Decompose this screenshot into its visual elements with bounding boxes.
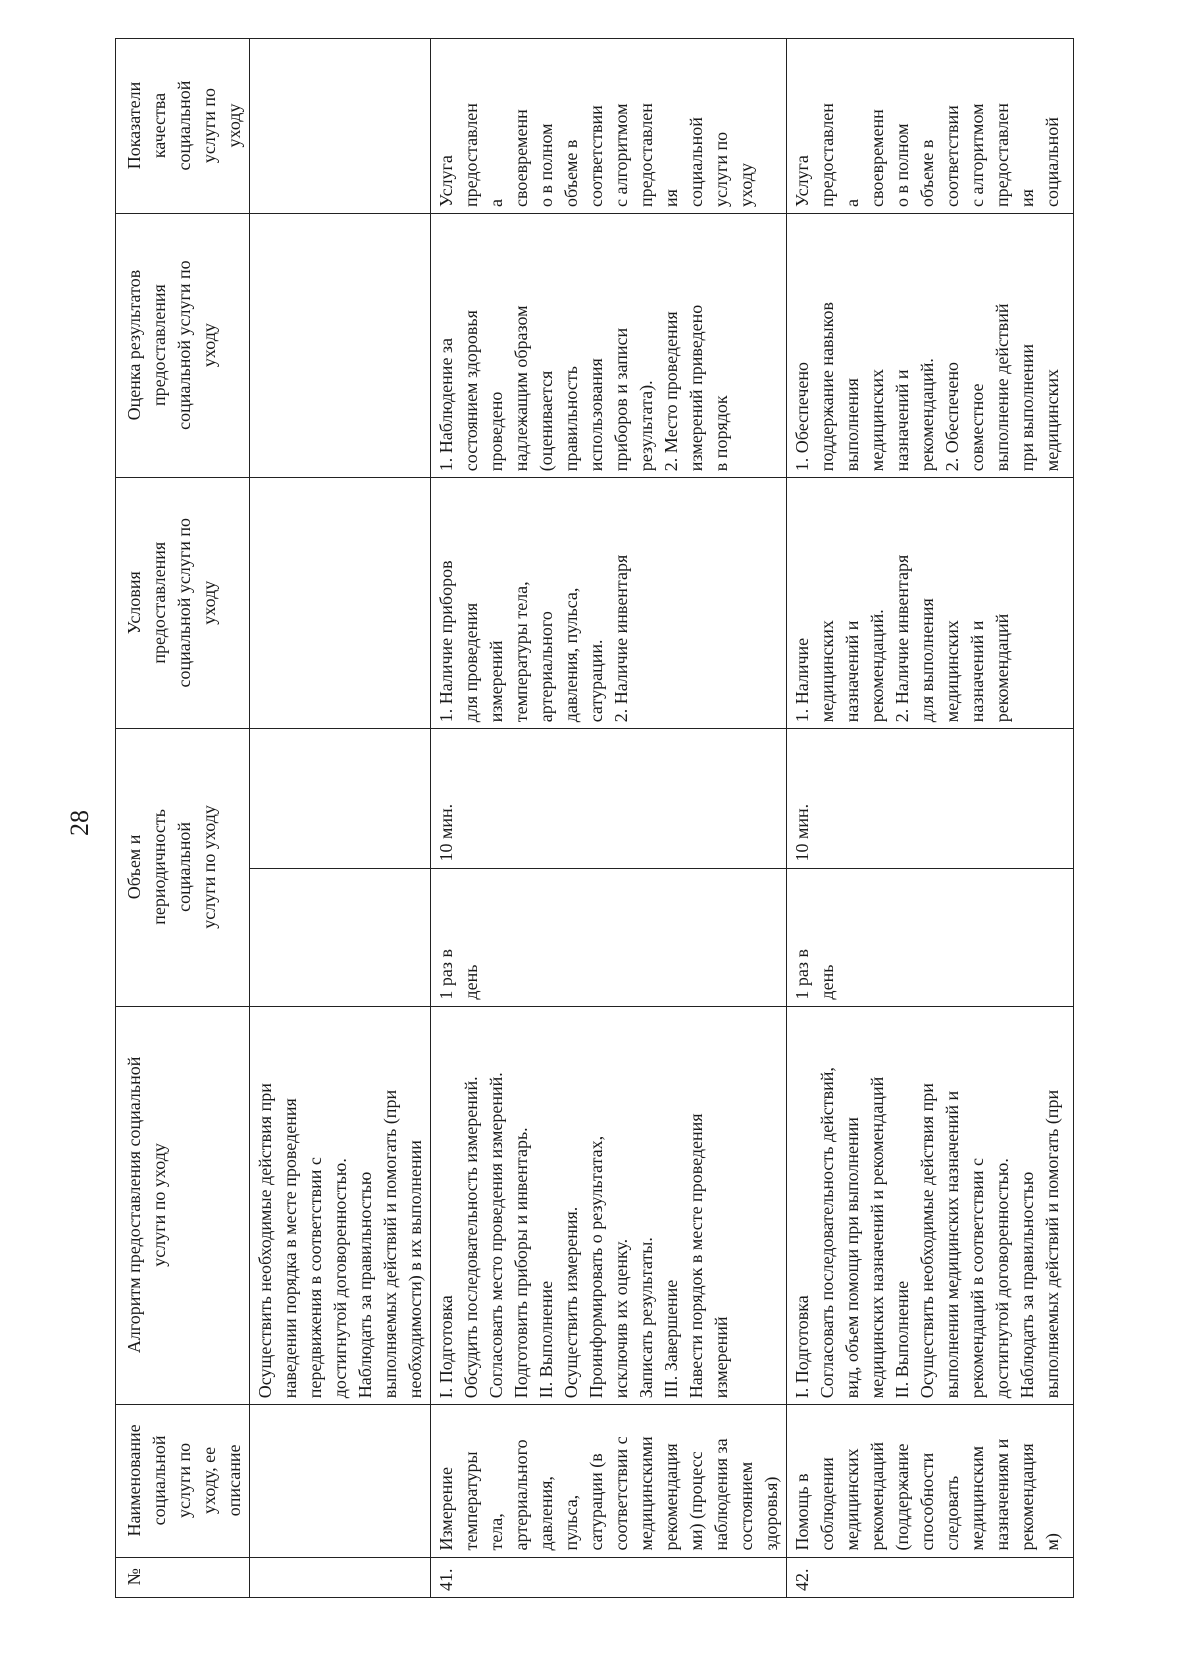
text-line: день	[461, 964, 481, 1000]
header-quality	[116, 39, 250, 214]
text-line: объеме в	[917, 139, 937, 207]
text-line: Осуществить измерения.	[561, 1206, 581, 1399]
text-line: достигнутой договоренностью.	[992, 1158, 1012, 1399]
continuation-row	[250, 39, 431, 1598]
text-line: соответствии	[942, 105, 962, 207]
text-line: 1. Обеспечено	[792, 361, 812, 472]
text-line: а	[842, 199, 862, 207]
text-line: рекомендаций в соответствии с	[967, 1158, 987, 1399]
text-line: результата).	[636, 380, 656, 472]
header-volume	[116, 729, 250, 1006]
page-number: 28	[65, 810, 94, 836]
text-line: в порядок	[711, 395, 731, 472]
text-line: с алгоритмом	[967, 103, 987, 207]
text-line: соблюдении	[817, 1457, 837, 1551]
cell-conditions	[431, 478, 787, 729]
text-line: для проведения	[461, 602, 481, 723]
text-line: а	[486, 199, 506, 207]
cell-evaluation	[250, 214, 431, 478]
text-line: с алгоритмом	[611, 103, 631, 207]
text-line: ия	[661, 189, 681, 207]
text-line: Подготовить приборы и инвентарь.	[511, 1127, 531, 1399]
text-line: качества	[149, 92, 169, 159]
text-line: назначениям и	[992, 1438, 1012, 1551]
text-line: выполняемых действий и помогать (при	[380, 1089, 400, 1399]
cell-quality	[787, 39, 1074, 214]
text-line: 1 раз в	[792, 948, 812, 1000]
text-line: своевременн	[511, 109, 531, 207]
text-line: выполнение действий	[992, 303, 1012, 472]
text-line: необходимости) в их выполнении	[405, 1140, 425, 1399]
text-line: артериального	[536, 611, 556, 723]
cell-num	[250, 1557, 431, 1597]
text-line: измерений	[486, 640, 506, 723]
text-line: соответствии с	[611, 1436, 631, 1551]
text-line: медицинских	[942, 620, 962, 723]
header-evaluation	[116, 214, 250, 478]
text-line: предоставлен	[636, 103, 656, 207]
cell-name	[787, 1405, 1074, 1557]
text-line: о в полном	[536, 123, 556, 207]
text-line: пульса,	[561, 1494, 581, 1551]
text-line: надлежащим образом	[511, 305, 531, 472]
cell-volume	[250, 729, 431, 868]
cell-volume: 10 мин.	[787, 729, 1074, 868]
text-line: Навести порядок в месте проведения	[686, 1113, 706, 1399]
text-line: Наблюдать за правильностью	[1017, 1171, 1037, 1399]
text-line: уходу	[199, 580, 219, 625]
text-line: предоставлен	[992, 103, 1012, 207]
cell-periodicity	[431, 868, 787, 1006]
cell-periodicity	[787, 868, 1074, 1006]
cell-quality	[250, 39, 431, 214]
text-line: социальной услуги по	[174, 260, 194, 430]
text-line: (поддержание	[892, 1443, 912, 1551]
text-line: давления, пульса,	[561, 587, 581, 723]
text-line: предоставления	[149, 541, 169, 664]
text-line: услуги по	[174, 1442, 194, 1518]
text-line: (оценивается	[536, 370, 556, 472]
text-line: предоставлен	[817, 103, 837, 207]
text-line: исключив их оценку.	[611, 1238, 631, 1399]
text-line: правильность	[561, 366, 581, 472]
text-line: I. Подготовка	[792, 1295, 812, 1399]
text-line: объеме в	[561, 139, 581, 207]
cell-conditions	[787, 478, 1074, 729]
cell-name	[250, 1405, 431, 1557]
header-row	[116, 39, 250, 1598]
text-line: Обсудить последовательность измерений.	[461, 1076, 481, 1399]
cell-quality	[431, 39, 787, 214]
cell-evaluation	[787, 214, 1074, 478]
text-line: выполняемых действий и помогать (при	[1042, 1089, 1062, 1399]
text-line: выполнения	[842, 378, 862, 472]
text-line: 2. Наличие инвентаря	[892, 554, 912, 723]
text-line: Услуга	[436, 155, 456, 207]
text-line: измерений приведено	[686, 304, 706, 472]
cell-algorithm	[431, 1006, 787, 1405]
text-line: состоянием	[736, 1461, 756, 1551]
text-line: температуры тела,	[511, 581, 531, 723]
text-line: 1. Наличие приборов	[436, 560, 456, 723]
text-line: 1 раз в	[436, 948, 456, 1000]
text-line: рекомендаций	[992, 613, 1012, 723]
cell-volume: 10 мин.	[431, 729, 787, 868]
text-line: социальной	[174, 80, 194, 171]
text-line: социальной	[174, 822, 194, 912]
text-line: состоянием здоровья	[461, 310, 481, 472]
text-line: уходу	[224, 103, 244, 148]
text-line: здоровья)	[761, 1476, 781, 1551]
text-line: Наблюдать за правильностью	[355, 1171, 375, 1399]
text-line: Условия	[124, 571, 144, 635]
text-line: медицинским	[967, 1445, 987, 1551]
text-line: Наименование	[124, 1424, 144, 1537]
cell-evaluation	[431, 214, 787, 478]
header-conditions	[116, 478, 250, 729]
text-line: Согласовать место проведения измерений.	[486, 1072, 506, 1399]
text-line: медицинскими	[636, 1436, 656, 1551]
text-line: своевременн	[867, 109, 887, 207]
text-line: назначений и	[842, 620, 862, 723]
text-line: социальной	[149, 1435, 169, 1526]
header-num: №	[116, 1557, 250, 1597]
text-line: периодичность	[149, 809, 169, 925]
text-line: наведении порядка в месте проведения	[280, 1098, 300, 1399]
text-line: 1. Наблюдение за	[436, 337, 456, 472]
text-line: вид, объем помощи при выполнении	[842, 1117, 862, 1399]
table-row	[787, 39, 1074, 1598]
cell-name	[431, 1405, 787, 1557]
text-line: медицинских	[842, 1448, 862, 1551]
text-line: Записать результаты.	[636, 1237, 656, 1399]
text-line: социальной	[686, 117, 706, 207]
text-line: медицинских назначений и рекомендаций	[867, 1076, 887, 1399]
text-line: использования	[586, 358, 606, 472]
text-line: описание	[224, 1444, 244, 1517]
text-line: Согласовать последовательность действий,	[817, 1067, 837, 1399]
text-line: услуги по уходу	[199, 805, 219, 929]
text-line: приборов и записи	[611, 327, 631, 472]
text-line: 1. Наличие	[792, 637, 812, 723]
text-line: уходу	[736, 163, 756, 207]
text-line: Объем и	[124, 834, 144, 900]
text-line: поддержание навыков	[817, 302, 837, 472]
text-line: предоставлен	[461, 103, 481, 207]
text-line: социальной	[1042, 117, 1062, 207]
text-line: проведено	[486, 391, 506, 472]
text-line: сатурации.	[586, 639, 606, 723]
text-line: передвижения в соответствии с	[305, 1157, 325, 1399]
text-line: наблюдения за	[711, 1438, 731, 1551]
text-line: достигнутой договоренностью.	[330, 1158, 350, 1399]
text-line: Услуга	[792, 155, 812, 207]
text-line: медицинских	[817, 620, 837, 723]
header-name	[116, 1405, 250, 1557]
text-line: м)	[1042, 1533, 1062, 1551]
text-line: при выполнении	[1017, 343, 1037, 472]
text-line: 2. Место проведения	[661, 311, 681, 472]
text-line: уходу	[199, 323, 219, 368]
text-line: Измерение	[436, 1467, 456, 1551]
text-line: II. Выполнение	[536, 1280, 556, 1399]
text-line: медицинских	[1042, 368, 1062, 472]
text-line: Проинформировать о результатах,	[586, 1135, 606, 1399]
text-line: совместное	[967, 383, 987, 472]
text-line: ия	[1017, 189, 1037, 207]
text-line: тела,	[486, 1513, 506, 1551]
text-line: рекомендаций.	[917, 358, 937, 472]
text-line: уходу, ее	[199, 1446, 219, 1514]
text-line: услуги по	[711, 131, 731, 207]
text-line: рекомендация	[1017, 1443, 1037, 1551]
text-line: Осуществить необходимые действия при	[917, 1083, 937, 1399]
text-line: услуги по	[199, 87, 219, 164]
header-algorithm	[116, 1006, 250, 1405]
text-line: I. Подготовка	[436, 1295, 456, 1399]
text-line: медицинских	[867, 368, 887, 472]
cell-periodicity	[250, 868, 431, 1006]
text-line: Алгоритм предоставления социальной	[124, 1056, 144, 1354]
text-line: давления,	[536, 1476, 556, 1551]
text-line: температуры	[461, 1451, 481, 1551]
cell-num: 42.	[787, 1557, 1074, 1597]
text-line: назначений и	[892, 369, 912, 472]
table-row	[431, 39, 787, 1598]
cell-algorithm	[787, 1006, 1074, 1405]
text-line: для выполнения	[917, 598, 937, 723]
text-line: рекомендаций	[867, 1442, 887, 1551]
text-line: следовать	[942, 1475, 962, 1551]
text-line: рекомендаций.	[867, 609, 887, 723]
text-line: Оценка результатов	[124, 269, 144, 421]
text-line: артериального	[511, 1439, 531, 1551]
text-line: назначений и	[967, 620, 987, 723]
text-line: 2. Обеспечено	[942, 361, 962, 472]
text-line: III. Завершение	[661, 1279, 681, 1399]
rotated-page-content	[115, 38, 1062, 1598]
text-line: выполнении медицинских назначений и	[942, 1090, 962, 1399]
cell-conditions	[250, 478, 431, 729]
care-services-table	[115, 38, 1074, 1598]
text-line: социальной услуги по	[174, 518, 194, 688]
cell-num: 41.	[431, 1557, 787, 1597]
text-line: измерений	[711, 1316, 731, 1399]
text-line: Показатели	[124, 81, 144, 170]
text-line: ми) (процесс	[686, 1451, 706, 1551]
text-line: Осуществить необходимые действия при	[255, 1083, 275, 1399]
text-line: услуги по уходу	[149, 1143, 169, 1267]
text-line: сатурации (в	[586, 1453, 606, 1551]
text-line: день	[817, 964, 837, 1000]
text-line: о в полном	[892, 123, 912, 207]
text-line: II. Выполнение	[892, 1280, 912, 1399]
text-line: предоставления	[149, 284, 169, 407]
text-line: способности	[917, 1452, 937, 1551]
text-line: соответствии	[586, 105, 606, 207]
text-line: 2. Наличие инвентаря	[611, 554, 631, 723]
cell-algorithm	[250, 1006, 431, 1405]
text-line: рекомендация	[661, 1443, 681, 1551]
text-line: Помощь в	[792, 1473, 812, 1551]
